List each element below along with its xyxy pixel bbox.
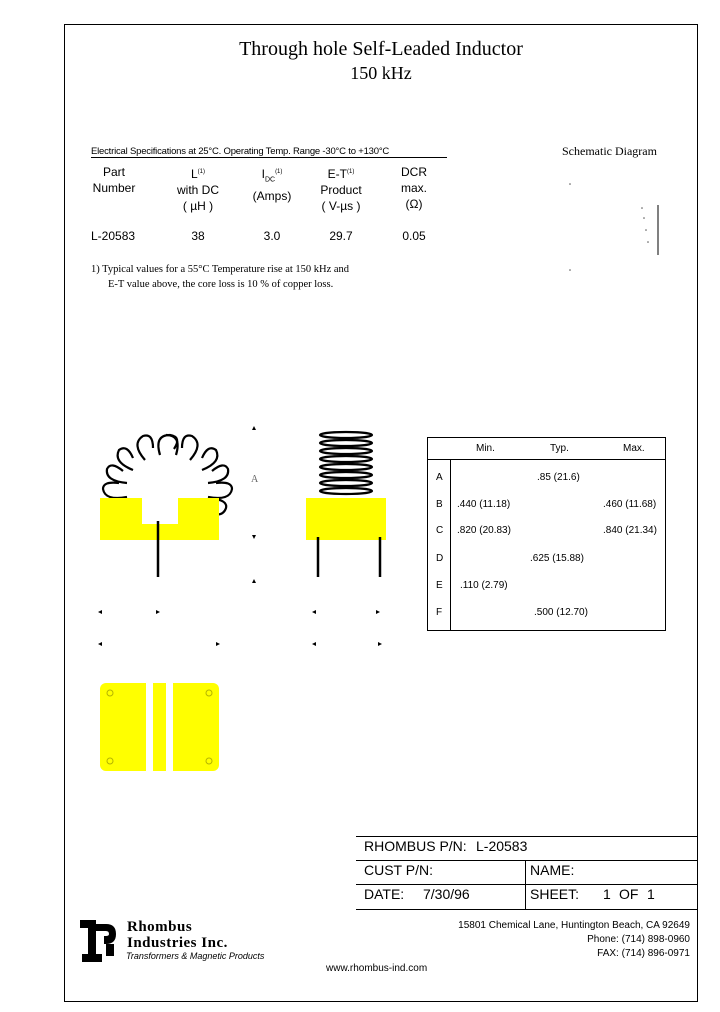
company-name-line1: Rhombus <box>127 919 193 935</box>
col-idc-label: I <box>261 167 265 181</box>
bottom-view <box>100 683 219 771</box>
col-et-line3: ( V-µs ) <box>321 199 361 213</box>
dim-row-typ: .500 (12.70) <box>534 607 588 618</box>
col-dcr-line2: max. <box>400 181 427 195</box>
row-dcr: 0.05 <box>402 229 426 243</box>
base-cutout <box>142 498 178 524</box>
col-dcr-line3: (Ω) <box>405 197 423 211</box>
coil-turn <box>320 432 372 438</box>
dim-row-label: B <box>436 499 443 510</box>
side-view <box>306 432 386 577</box>
schematic-dot <box>645 229 647 231</box>
base-slot <box>166 683 173 771</box>
coil-turn <box>320 480 372 486</box>
sheet-of: OF <box>619 886 639 902</box>
title-block-rule <box>356 836 698 837</box>
mounting-base-side <box>306 498 386 540</box>
schematic-dot <box>647 241 649 243</box>
page-subtitle: 150 kHz <box>350 63 412 83</box>
col-part-line3: Number <box>92 181 136 195</box>
name-label: NAME: <box>530 862 575 878</box>
schematic-dot <box>569 183 571 185</box>
coil-turn <box>320 472 372 478</box>
dim-row-label: A <box>436 472 443 483</box>
mechanical-drawing <box>90 415 400 785</box>
rhombus-logo-icon <box>78 918 122 964</box>
dim-row-max: .840 (21.34) <box>603 525 657 536</box>
company-website[interactable]: www.rhombus-ind.com <box>326 963 428 974</box>
arrowhead <box>376 610 380 614</box>
winding-turn <box>107 465 127 483</box>
dim-header-min: Min. <box>476 443 495 454</box>
winding-turn <box>208 465 228 483</box>
footnote-line1: 1) Typical values for a 55°C Temperature rise at 150 kHz and <box>91 264 350 275</box>
dimensions-label-rule <box>450 459 451 631</box>
schematic-diagram <box>560 170 670 280</box>
col-et-label: E-T <box>327 167 347 181</box>
arrowhead <box>216 642 220 646</box>
arrowhead <box>312 610 316 614</box>
base-slot <box>146 683 153 771</box>
schematic-dot <box>643 217 645 219</box>
title-block-rule <box>356 909 698 910</box>
dim-row-label: F <box>436 607 443 618</box>
row-inductance: 38 <box>191 229 205 243</box>
dim-header-max: Max. <box>623 443 645 454</box>
arrowhead <box>252 579 256 583</box>
col-et <box>312 164 370 214</box>
arrowhead <box>252 535 256 539</box>
dim-row-label: E <box>436 580 443 591</box>
winding-turn <box>137 436 153 461</box>
spec-header: Electrical Specifications at 25°C. Operating Temp. Range -30°C to +130°C <box>91 146 390 157</box>
col-l-line3: ( µH ) <box>182 199 214 213</box>
col-part <box>91 164 137 196</box>
dim-row-max: .460 (11.68) <box>603 499 657 510</box>
arrowhead <box>98 610 102 614</box>
col-inductance <box>170 164 226 214</box>
company-name-line2: Industries Inc. <box>127 935 228 951</box>
arrowhead <box>98 642 102 646</box>
col-et-line2: Product <box>320 183 362 197</box>
coil-turn <box>320 464 372 470</box>
coil-turn <box>320 456 372 462</box>
date-label: DATE: <box>364 886 405 902</box>
dim-header-typ: Typ. <box>550 443 569 454</box>
dim-row-label: C <box>436 525 444 536</box>
cust-pn-label: CUST P/N: <box>364 862 433 878</box>
dim-row-label: D <box>436 553 444 564</box>
sheet-number: 1 <box>603 886 611 902</box>
dim-row-typ: .85 (21.6) <box>537 472 580 483</box>
title-block-rule <box>356 860 698 861</box>
col-l-line2: with DC <box>176 183 219 197</box>
page-title: Through hole Self-Leaded Inductor <box>239 38 523 60</box>
col-et-sup: (1) <box>347 169 355 175</box>
footnote-line2: E-T value above, the core loss is 10 % of copper loss. <box>108 279 334 290</box>
col-dcr-line1: DCR <box>401 165 427 179</box>
pn-label: RHOMBUS P/N: <box>364 838 467 854</box>
col-idc <box>244 164 300 204</box>
title-block-rule <box>356 884 698 885</box>
sheet-label: SHEET: <box>530 886 580 902</box>
col-part-line2: Part <box>102 165 125 179</box>
schematic-dot <box>569 269 571 271</box>
company-address: 15801 Chemical Lane, Huntington Beach, CA 92649 <box>458 920 690 931</box>
arrowhead <box>156 610 160 614</box>
winding-turn <box>208 483 232 498</box>
dimensions-header-rule <box>427 459 666 460</box>
sheet-total: 1 <box>647 886 655 902</box>
col-idc-sub: DC <box>264 176 276 184</box>
col-l-sup: (1) <box>197 169 206 175</box>
row-et: 29.7 <box>329 229 353 243</box>
base-bottom <box>100 683 219 771</box>
row-idc: 3.0 <box>263 229 281 243</box>
title-block-divider <box>525 860 526 909</box>
company-phone: Phone: (714) 898-0960 <box>587 934 690 945</box>
dim-row-min: .110 (2.79) <box>460 580 508 591</box>
date-value: 7/30/96 <box>423 886 470 902</box>
coil-turn <box>320 448 372 454</box>
col-idc-sup: (1) <box>275 169 283 175</box>
coil-turn <box>320 440 372 446</box>
row-part: L-20583 <box>91 229 136 243</box>
company-tagline: Transformers & Magnetic Products <box>126 951 265 961</box>
winding-turn <box>103 483 127 498</box>
dim-row-min: .820 (20.83) <box>457 525 511 536</box>
company-fax: FAX: (714) 896-0971 <box>597 948 690 959</box>
col-dcr <box>390 164 438 212</box>
arrowhead <box>312 642 316 646</box>
col-l-label: L <box>190 167 198 181</box>
dim-row-min: .440 (11.18) <box>457 499 511 510</box>
arrowhead <box>252 426 256 430</box>
arrowhead <box>378 642 382 646</box>
toroid-front-view <box>100 435 232 577</box>
col-idc-line3: (Amps) <box>252 189 292 204</box>
dimension-label-a: A <box>251 474 259 485</box>
coil-turn <box>320 488 372 494</box>
winding-turn <box>182 436 198 461</box>
pn-value: L-20583 <box>476 838 528 854</box>
spec-divider <box>91 157 447 158</box>
schematic-dot <box>641 207 643 209</box>
dim-row-typ: .625 (15.88) <box>530 553 584 564</box>
winding-turn <box>202 448 217 470</box>
schematic-title: Schematic Diagram <box>562 144 657 158</box>
winding-turn <box>118 448 133 470</box>
